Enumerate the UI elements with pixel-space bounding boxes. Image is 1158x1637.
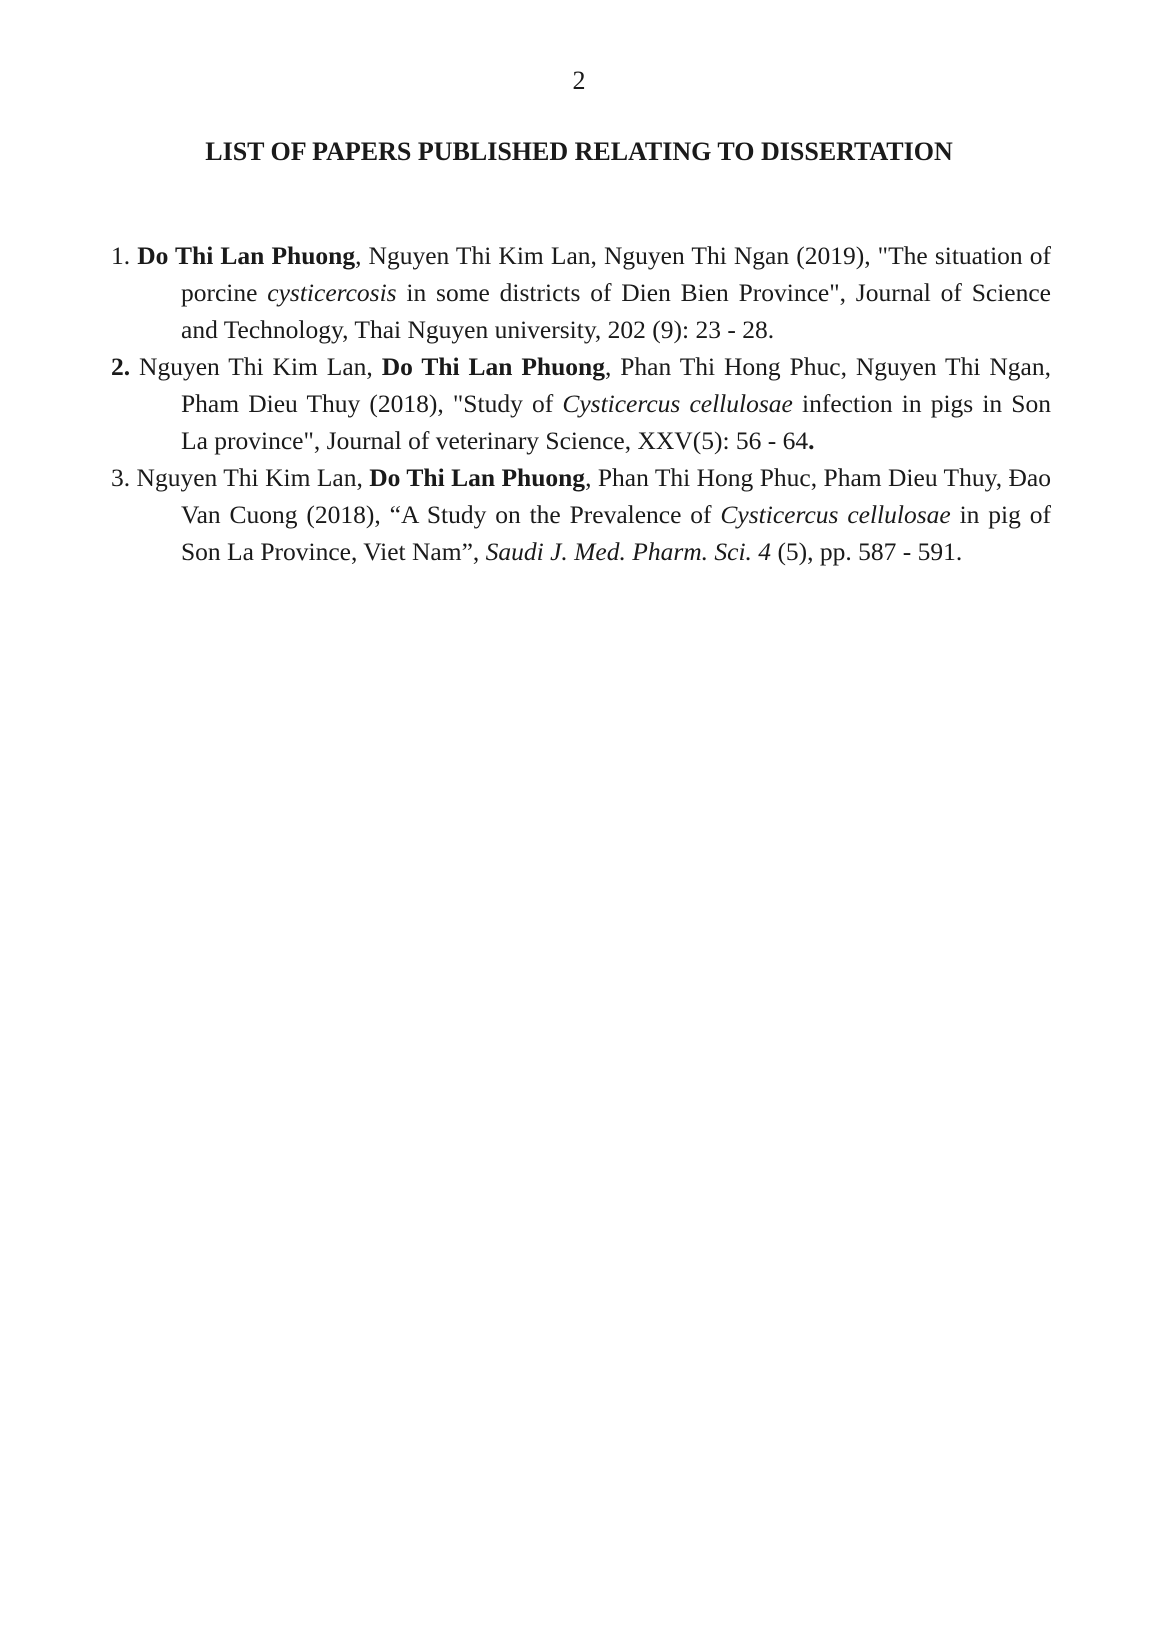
italic-term: cysticercosis xyxy=(267,278,397,307)
end-mark: . xyxy=(808,426,815,455)
paper-item-1 xyxy=(111,237,1051,348)
author-highlight: Do Thi Lan Phuong xyxy=(381,352,605,381)
citation-text: , Phan Thi Hong Phuc, Nguyen Thi Ngan, Pham Dieu Thuy (2018), "Study of xyxy=(181,352,1051,418)
paper-item-3 xyxy=(111,459,1051,570)
paper-number: 3. xyxy=(111,463,131,492)
page-number: 2 xyxy=(572,66,586,95)
citation-text: (5), pp. 587 - 591. xyxy=(771,537,963,566)
page-title: LIST OF PAPERS PUBLISHED RELATING TO DISSERTATION xyxy=(205,137,953,166)
paper-number: 1. xyxy=(111,241,131,270)
citation-text: Nguyen Thi Kim Lan, xyxy=(130,463,370,492)
citation-text: , Nguyen Thi Kim Lan, Nguyen Thi Ngan (2019), "The situation of porcine xyxy=(181,241,1051,307)
author-highlight: Do Thi Lan Phuong xyxy=(369,463,586,492)
paper-list xyxy=(111,237,1051,570)
citation-text: in some districts of Dien Bien Province", Journal of Science and Technology, Thai Nguyen university, 202 (9): 23 - 28. xyxy=(181,278,1051,344)
citation-text: Nguyen Thi Kim Lan, xyxy=(130,352,382,381)
paper-item-2 xyxy=(111,348,1051,459)
italic-term: Cysticercus cellulosae xyxy=(562,389,793,418)
citation-text: in pig of Son La Province, Viet Nam”, xyxy=(181,500,1051,566)
journal-name: Saudi J. Med. Pharm. Sci. 4 xyxy=(485,537,772,566)
paper-number: 2. xyxy=(111,352,131,381)
citation-text: infection in pigs in Son La province", Journal of veterinary Science, XXV(5): 56 - 64 xyxy=(181,389,1051,455)
citation-text: , Phan Thi Hong Phuc, Pham Dieu Thuy, Đao Van Cuong (2018), “A Study on the Prevalence of xyxy=(181,463,1051,529)
author-highlight: Do Thi Lan Phuong xyxy=(137,241,356,270)
italic-term: Cysticercus cellulosae xyxy=(720,500,951,529)
